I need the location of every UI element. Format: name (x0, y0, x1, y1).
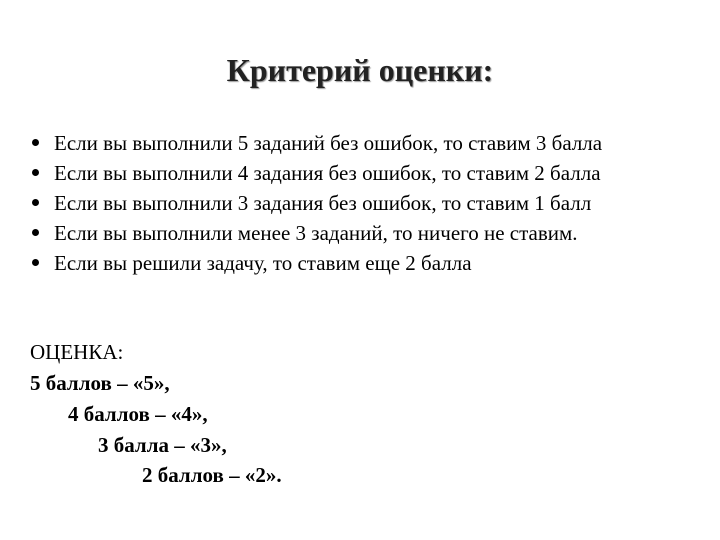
criteria-item (30, 222, 690, 244)
criteria-text: Если вы выполнили менее 3 заданий, то ничего не ставим. (54, 221, 578, 245)
slide-title: Критерий оценки: (226, 52, 494, 88)
bullet-icon (32, 169, 39, 176)
grade-heading: ОЦЕНКА: (30, 340, 124, 364)
criteria-item (30, 162, 690, 184)
criteria-text: Если вы выполнили 3 задания без ошибок, то ставим 1 балл (54, 191, 592, 215)
bullet-icon (32, 229, 39, 236)
grade-line-2: 2 баллов – «2». (142, 463, 282, 487)
criteria-text: Если вы выполнили 5 заданий без ошибок, то ставим 3 балла (54, 131, 603, 155)
criteria-item (30, 192, 690, 214)
grade-line-5: 5 баллов – «5», (30, 371, 170, 395)
criteria-text: Если вы решили задачу, то ставим еще 2 балла (54, 251, 472, 275)
grade-line-4: 4 баллов – «4», (68, 402, 208, 426)
criteria-item (30, 252, 690, 274)
criteria-text: Если вы выполнили 4 задания без ошибок, то ставим 2 балла (54, 161, 601, 185)
bullet-icon (32, 259, 39, 266)
criteria-list (30, 132, 690, 282)
grade-line-3: 3 балла – «3», (98, 433, 227, 457)
criteria-item (30, 132, 690, 154)
bullet-icon (32, 139, 39, 146)
bullet-icon (32, 199, 39, 206)
